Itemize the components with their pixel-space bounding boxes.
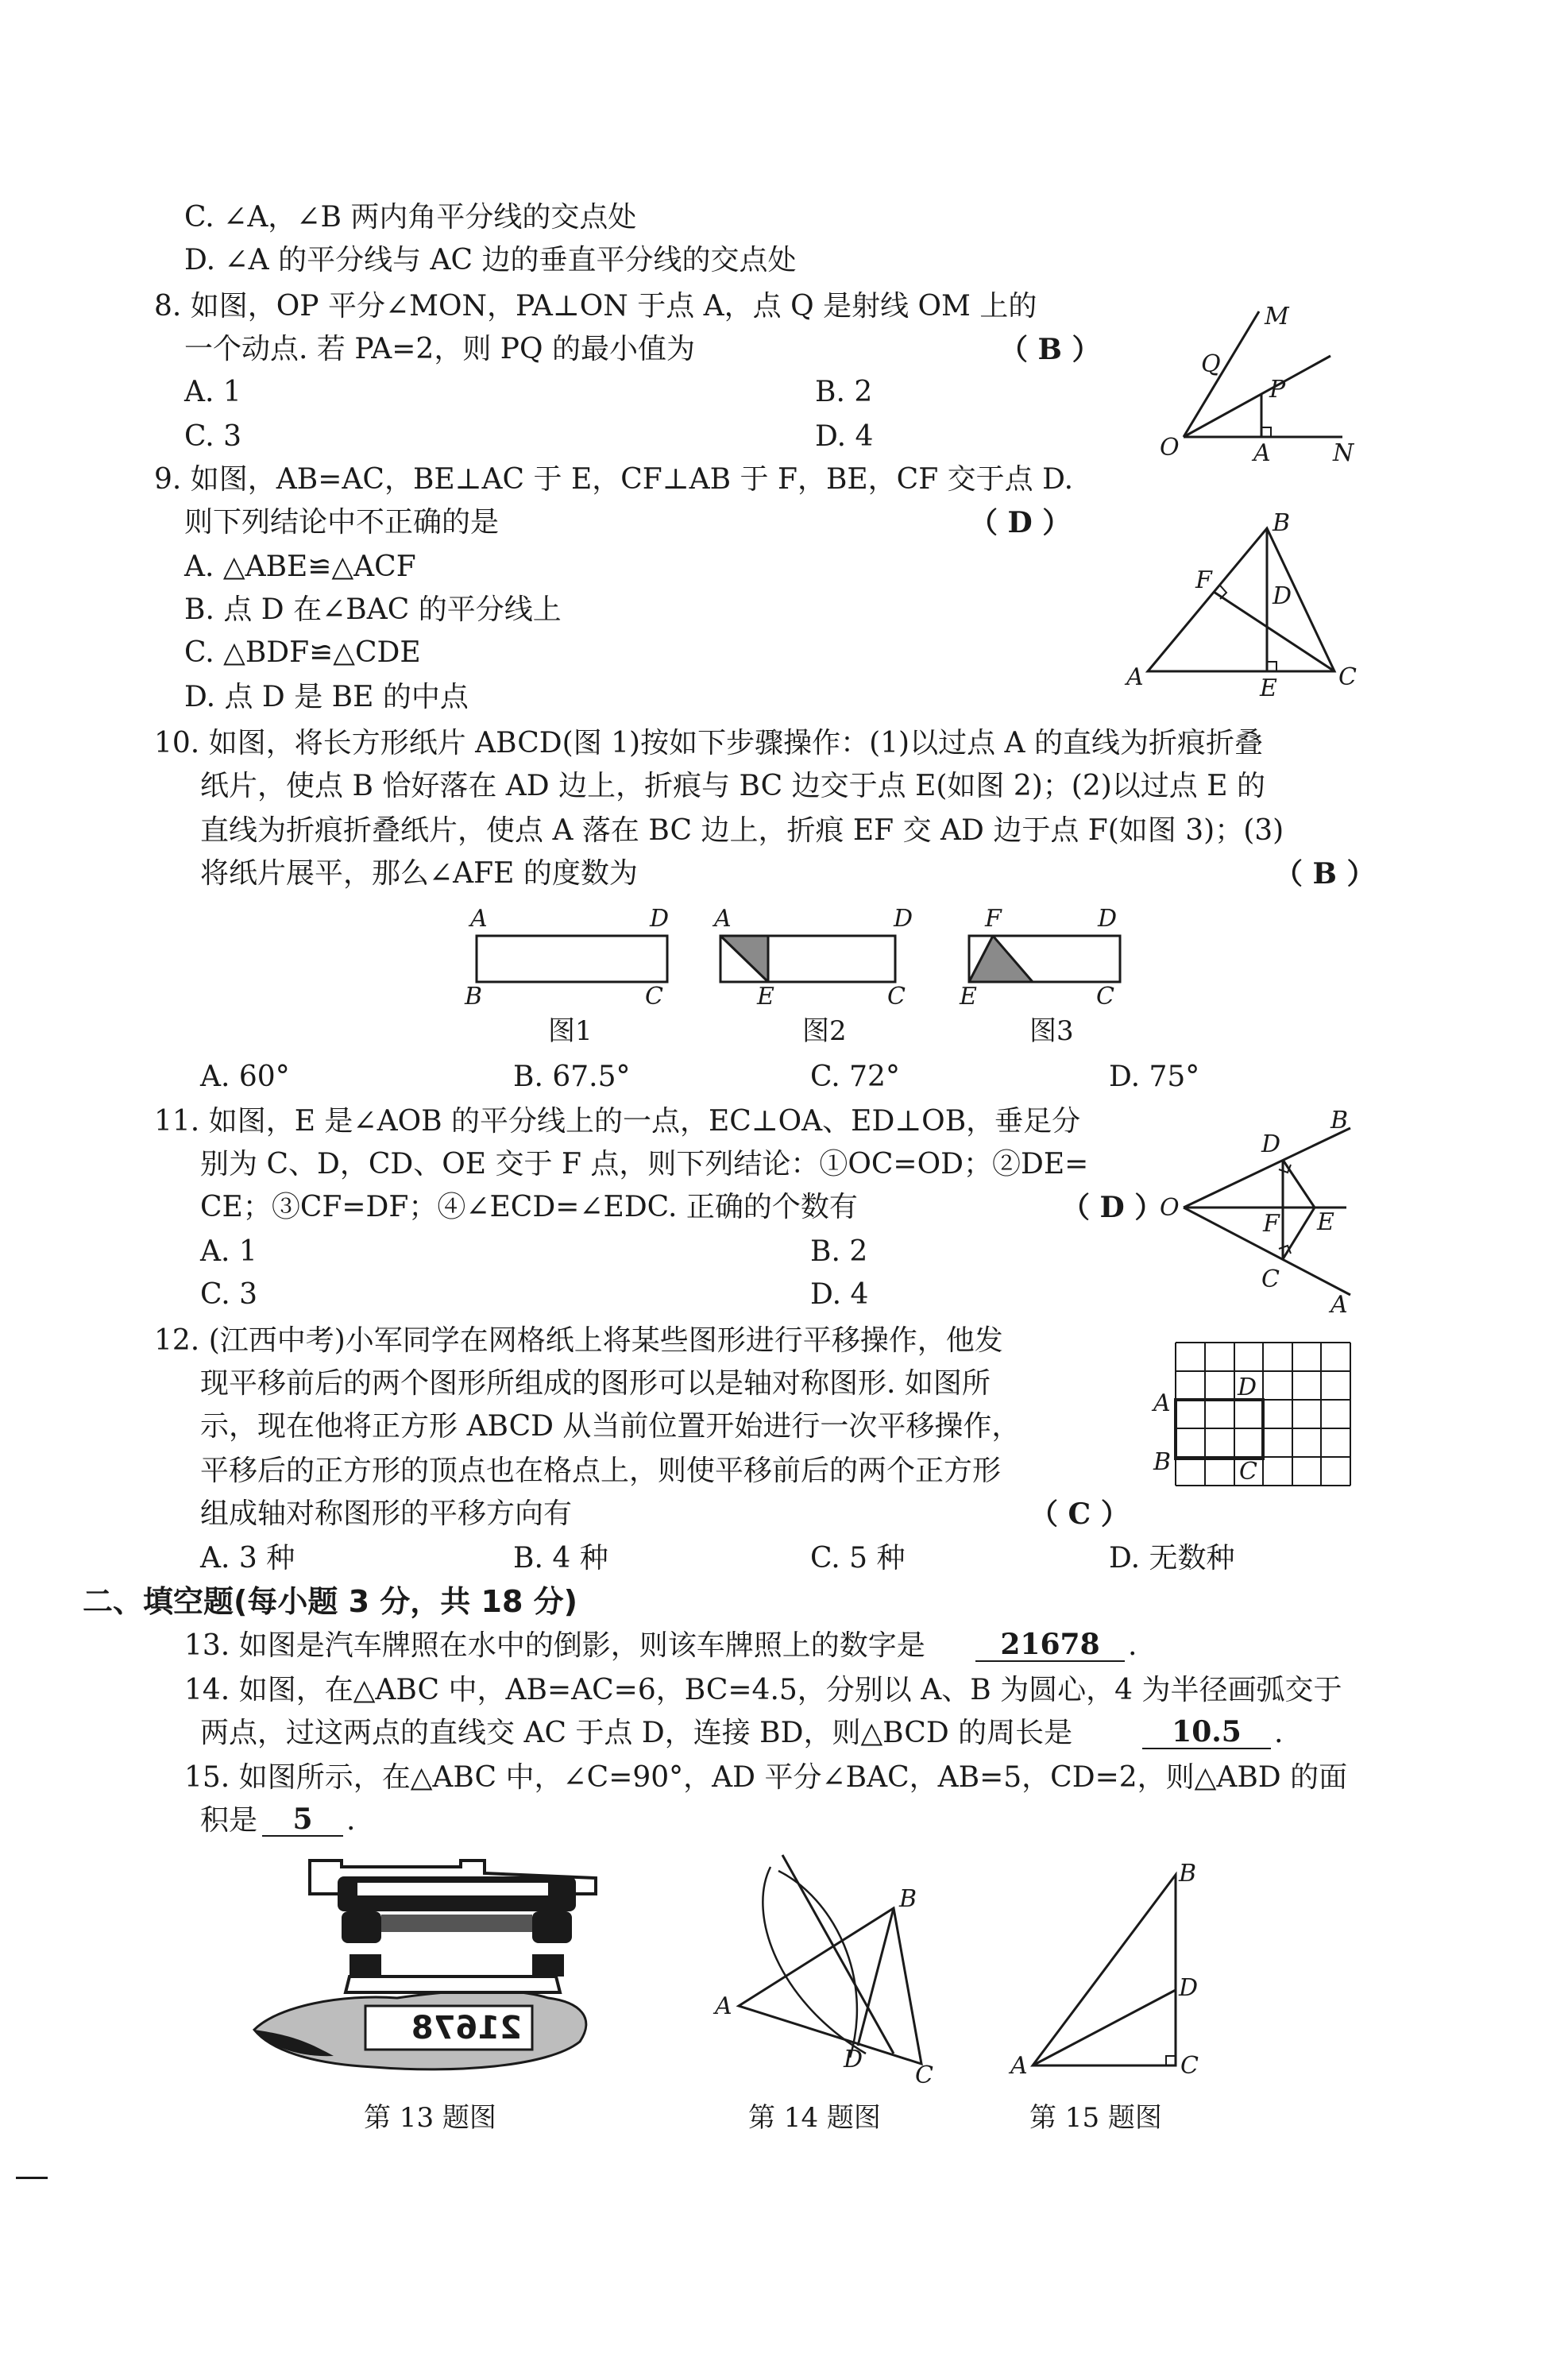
q10-option-c: C. 72°: [810, 1061, 900, 1093]
q15-label-D: D: [1179, 1974, 1199, 2002]
q9-figure: [1120, 508, 1366, 702]
q10-fig3-label-F: F: [985, 905, 1002, 933]
q9-option-c: C. △BDF≌△CDE: [184, 636, 421, 669]
q9-label-E: E: [1260, 674, 1277, 702]
q9-option-a: A. △ABE≌△ACF: [184, 551, 416, 583]
q10-stem-line3: 直线为折痕折叠纸片，使点 A 落在 BC 边上，折痕 EF 交 AD 边于点 F(如图 3)；(3): [200, 814, 1284, 847]
q11-label-B: B: [1330, 1107, 1349, 1134]
q8-option-c: C. 3: [184, 420, 242, 453]
q8-label-A: A: [1253, 439, 1271, 467]
q13-figure-plate-reflection: [246, 1859, 612, 2089]
q15-label-A: A: [1010, 2052, 1028, 2080]
q12-stem-line2: 现平移前后的两个图形所组成的图形可以是轴对称图形. 如图所: [200, 1367, 991, 1400]
q8-option-b: B. 2: [815, 376, 873, 408]
q13-plate-number-mirrored: 21678: [411, 2010, 522, 2046]
q14-label-A: A: [715, 1992, 732, 2020]
q11-label-E: E: [1317, 1208, 1334, 1236]
q13-answer-blank: 21678: [975, 1629, 1125, 1662]
q8-label-Q: Q: [1201, 350, 1221, 378]
q14-stem-line1: 14. 如图，在△ABC 中，AB=AC=6，BC=4.5，分别以 A、B 为圆心，4 为半径画弧交于: [184, 1674, 1342, 1706]
q15-label-C: C: [1180, 2052, 1199, 2080]
q10-figure-2: [711, 906, 933, 1009]
q11-label-A: A: [1330, 1291, 1348, 1319]
q14-label-D: D: [844, 2046, 863, 2073]
q12-option-a: A. 3 种: [200, 1542, 295, 1575]
q11-option-b: B. 2: [810, 1235, 868, 1268]
q12-stem-line5: 组成轴对称图形的平移方向有: [200, 1497, 573, 1530]
q10-fig3-label-C: C: [1096, 983, 1114, 1010]
q10-option-a: A. 60°: [200, 1061, 290, 1093]
q8-option-d: D. 4: [815, 420, 874, 453]
q10-fig2-label-A: A: [714, 905, 732, 933]
q9-label-D: D: [1273, 582, 1292, 610]
q9-label-C: C: [1338, 663, 1357, 691]
q10-fig3-label-E: E: [960, 983, 977, 1010]
q12-option-b: B. 4 种: [513, 1542, 608, 1575]
q9-option-d: D. 点 D 是 BE 的中点: [184, 681, 469, 713]
q11-option-a: A. 1: [200, 1235, 257, 1268]
q10-fig2-label-C: C: [887, 983, 906, 1010]
q10-caption-2: 图2: [802, 1015, 847, 1047]
q10-fig1-label-D: D: [650, 905, 670, 933]
q14-label-B: B: [899, 1885, 917, 1913]
q10-fig1-label-C: C: [645, 983, 663, 1010]
q12-label-A: A: [1153, 1389, 1171, 1417]
q8-figure: [1160, 302, 1366, 469]
q11-stem-line2: 别为 C、D，CD、OE 交于 F 点，则下列结论：①OC=OD；②DE=: [200, 1148, 1089, 1180]
q9-answer: （ D ）: [969, 506, 1072, 539]
q11-option-c: C. 3: [200, 1278, 258, 1311]
q13-stem: 13. 如图是汽车牌照在水中的倒影，则该车牌照上的数字是: [184, 1629, 925, 1662]
section-2-title: 二、填空题(每小题 3 分，共 18 分): [83, 1584, 577, 1619]
q10-figure-1: [461, 906, 683, 1009]
q12-option-c: C. 5 种: [810, 1542, 906, 1575]
q15-caption: 第 15 题图: [1029, 2102, 1162, 2134]
q11-label-F: F: [1263, 1210, 1280, 1238]
q14-period: .: [1274, 1717, 1284, 1749]
q11-stem-line3: CE；③CF=DF；④∠ECD=∠EDC. 正确的个数有: [200, 1191, 858, 1223]
q14-answer-blank: 10.5: [1142, 1716, 1271, 1749]
q10-stem-line1: 10. 如图，将长方形纸片 ABCD(图 1)按如下步骤操作：(1)以过点 A 的直线为折痕折叠: [154, 727, 1263, 759]
q10-option-b: B. 67.5°: [513, 1061, 631, 1093]
q9-label-A: A: [1126, 663, 1144, 691]
q14-stem-line2: 两点，过这两点的直线交 AC 于点 D，连接 BD，则△BCD 的周长是: [200, 1717, 1073, 1749]
q10-stem-line2: 纸片，使点 B 恰好落在 AD 边上，折痕与 BC 边交于点 E(如图 2)；(2)以过点 E 的: [200, 770, 1265, 802]
q8-stem-line1: 8. 如图，OP 平分∠MON，PA⊥ON 于点 A，点 Q 是射线 OM 上的: [154, 290, 1037, 323]
q11-stem-line1: 11. 如图，E 是∠AOB 的平分线上的一点，EC⊥OA、ED⊥OB，垂足分: [154, 1105, 1081, 1138]
q8-label-M: M: [1265, 303, 1289, 330]
q10-option-d: D. 75°: [1109, 1061, 1200, 1093]
q11-answer: （ D ）: [1061, 1191, 1164, 1224]
q11-label-D: D: [1261, 1130, 1281, 1158]
q13-caption: 第 13 题图: [364, 2102, 496, 2134]
q10-caption-3: 图3: [1029, 1015, 1074, 1047]
q15-period: .: [346, 1804, 356, 1837]
q8-answer: （ B ）: [999, 333, 1101, 366]
q11-figure: [1160, 1104, 1366, 1319]
q8-option-a: A. 1: [184, 376, 241, 408]
q10-fig3-label-D: D: [1098, 905, 1118, 933]
q12-stem-line4: 平移后的正方形的顶点也在格点上，则使平移前后的两个正方形: [200, 1455, 1002, 1487]
q10-figure-3: [953, 906, 1144, 1009]
q12-option-d: D. 无数种: [1109, 1542, 1235, 1575]
q11-option-d: D. 4: [810, 1278, 869, 1311]
q10-answer: （ B ）: [1274, 857, 1376, 891]
q12-stem-line3: 示，现在他将正方形 ABCD 从当前位置开始进行一次平移操作，: [200, 1410, 1021, 1443]
q9-label-B: B: [1273, 509, 1291, 537]
q12-label-D: D: [1238, 1374, 1257, 1401]
q12-stem-line1: 12. (江西中考)小军同学在网格纸上将某些图形进行平移操作，他发: [154, 1324, 1003, 1357]
q10-fig1-label-A: A: [470, 905, 488, 933]
q7-option-c: C. ∠A，∠B 两内角平分线的交点处: [184, 201, 637, 234]
q15-stem-line1: 15. 如图所示，在△ABC 中，∠C=90°，AD 平分∠BAC，AB=5，CD=2，则△ABD 的面: [184, 1761, 1348, 1794]
q8-label-P: P: [1269, 376, 1286, 404]
q11-label-O: O: [1160, 1194, 1180, 1222]
q14-figure: [707, 1851, 945, 2089]
q9-stem-line1: 9. 如图，AB=AC，BE⊥AC 于 E，CF⊥AB 于 F，BE，CF 交于点 D.: [154, 463, 1074, 496]
q10-fig2-label-D: D: [894, 905, 913, 933]
q11-label-C: C: [1261, 1266, 1280, 1293]
q12-grid-figure: [1152, 1335, 1358, 1517]
q8-stem-line2: 一个动点. 若 PA=2，则 PQ 的最小值为: [184, 333, 695, 365]
q7-option-d: D. ∠A 的平分线与 AC 边的垂直平分线的交点处: [184, 244, 797, 276]
q8-label-O: O: [1160, 434, 1180, 462]
q9-stem-line2: 则下列结论中不正确的是: [184, 506, 500, 539]
q15-stem-line2: 积是: [200, 1804, 258, 1837]
q10-fig2-label-E: E: [757, 983, 774, 1010]
q9-option-b: B. 点 D 在∠BAC 的平分线上: [184, 593, 562, 626]
q12-answer: （ C ）: [1029, 1497, 1130, 1531]
q9-label-F: F: [1195, 566, 1212, 594]
q10-fig1-label-B: B: [465, 983, 483, 1010]
q14-label-C: C: [915, 2062, 933, 2089]
q13-period: .: [1128, 1629, 1137, 1662]
q14-caption: 第 14 题图: [748, 2102, 881, 2134]
q10-caption-1: 图1: [548, 1015, 593, 1047]
q10-stem-line4: 将纸片展平，那么∠AFE 的度数为: [200, 857, 638, 890]
q12-label-B: B: [1153, 1448, 1172, 1476]
page-edge-mark: [16, 2177, 48, 2179]
q15-label-B: B: [1179, 1860, 1197, 1888]
q12-label-C: C: [1239, 1458, 1257, 1486]
q8-label-N: N: [1333, 439, 1354, 467]
q15-answer-blank: 5: [262, 1803, 343, 1837]
q15-figure: [1009, 1859, 1215, 2081]
